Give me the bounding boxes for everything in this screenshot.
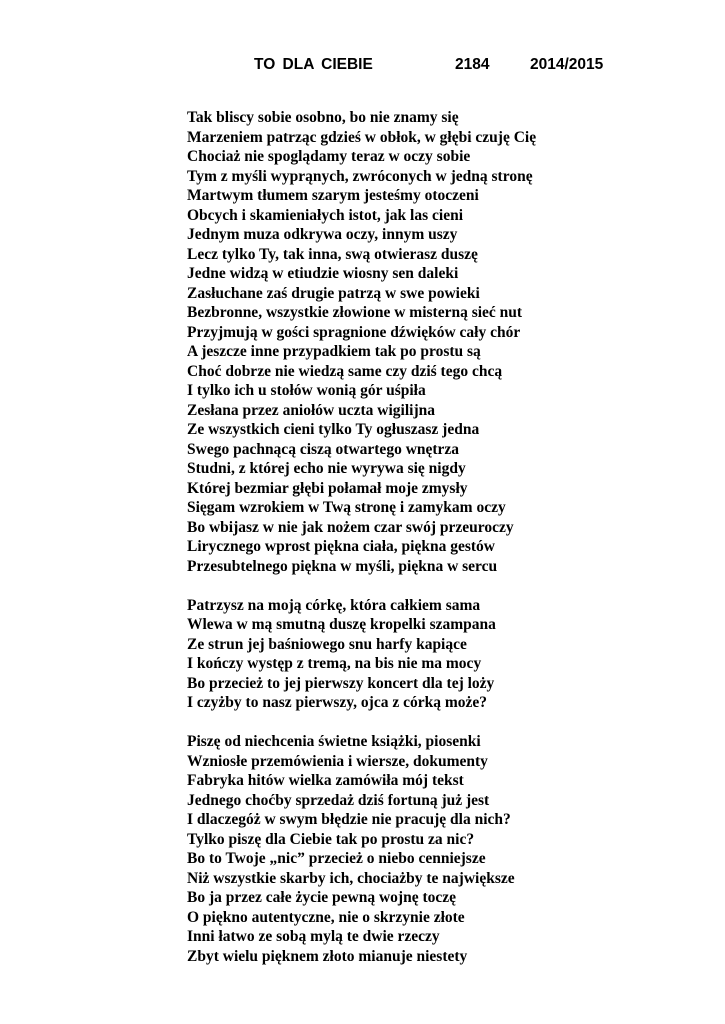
poem-body: [187, 108, 687, 966]
poem-line: Ze strun jej baśniowego snu harfy kapiące: [187, 635, 467, 653]
poem-line: Wlewa w mą smutną duszę kropelki szampana: [187, 616, 496, 633]
poem-line: Zbyt wielu pięknem złoto mianuje niestety: [187, 947, 468, 965]
poem-line: Tak bliscy sobie osobno, bo nie znamy się: [187, 109, 459, 126]
poem-line: Przyjmują w gości spragnione dźwięków cały chór: [187, 323, 521, 341]
poem-line: Której bezmiar głębi połamał moje zmysły: [187, 479, 468, 497]
poem-line: Tylko piszę dla Ciebie tak po prostu za nic?: [187, 830, 475, 848]
poem-line: Swego pachnącą ciszą otwartego wnętrza: [187, 440, 460, 458]
poem-line: Fabryka hitów wielka zamówiła mój tekst: [187, 772, 464, 789]
poem-line: I kończy występ z tremą, na bis nie ma mocy: [187, 655, 482, 672]
poem-line: Jednym muza odkrywa oczy, innym uszy: [187, 226, 458, 243]
poem-line: Patrzysz na moją córkę, która całkiem sama: [187, 596, 481, 614]
poem-line: Lecz tylko Ty, tak inna, swą otwierasz duszę: [187, 245, 478, 263]
stanza: [187, 596, 687, 713]
poem-line: Bo wbijasz w nie jak nożem czar swój przeuroczy: [187, 518, 514, 536]
poem-line: Bezbronne, wszystkie złowione w misterną sieć nut: [187, 304, 523, 321]
poem-line: Martwym tłumem szarym jesteśmy otoczeni: [187, 187, 479, 204]
poem-line: Wzniosłe przemówienia i wiersze, dokumenty: [187, 752, 488, 770]
poem-line: Jednego choćby sprzedaż dziś fortuną już jest: [187, 791, 490, 809]
poem-line: Jedne widzą w etiudzie wiosny sen daleki: [187, 265, 459, 282]
poem-line: I tylko ich u stołów wonią gór uśpiła: [187, 382, 426, 399]
stanza: [187, 732, 687, 966]
poem-line: Obcych i skamieniałych istot, jak las cieni: [187, 206, 463, 224]
poem-line: Choć dobrze nie wiedzą same czy dziś tego chcą: [187, 362, 503, 380]
poem-line: Sięgam wzrokiem w Twą stronę i zamykam oczy: [187, 499, 506, 516]
poem-line: A jeszcze inne przypadkiem tak po prostu są: [187, 343, 481, 360]
poem-line: Bo ja przez całe życie pewną wojnę toczę: [187, 889, 456, 906]
poem-line: Piszę od niechcenia świetne książki, piosenki: [187, 733, 481, 750]
poem-line: Tym z myśli wyprąnych, zwróconych w jedną stronę: [187, 167, 533, 185]
poem-number: 2184: [455, 56, 490, 73]
poem-line: Lirycznego wprost piękna ciała, piękna gestów: [187, 538, 495, 555]
poem-line: Bo przecież to jej pierwszy koncert dla tej loży: [187, 674, 495, 692]
poem-year: 2014/2015: [530, 56, 604, 73]
poem-line: Przesubtelnego piękna w myśli, piękna w sercu: [187, 557, 498, 575]
poem-line: O piękno autentyczne, nie o skrzynie złote: [187, 908, 465, 926]
poem-line: Zesłana przez aniołów uczta wigilijna: [187, 401, 435, 419]
poem-line: Niż wszystkie skarby ich, chociażby te największe: [187, 869, 515, 887]
poem-line: Ze wszystkich cieni tylko Ty ogłuszasz jedna: [187, 421, 480, 438]
poem-line: Marzeniem patrząc gdzieś w obłok, w głębi czuję Cię: [187, 128, 537, 146]
stanza: [187, 108, 687, 576]
poem-line: I dlaczegóż w swym błędzie nie pracuję dla nich?: [187, 811, 511, 828]
poem-line: I czyżby to nasz pierwszy, ojca z córką może?: [187, 694, 488, 711]
poem-line: Chociaż nie spoglądamy teraz w oczy sobie: [187, 148, 471, 165]
page-header: [0, 56, 725, 78]
poem-line: Studni, z której echo nie wyrywa się nigdy: [187, 460, 466, 477]
poem-line: Inni łatwo ze sobą mylą te dwie rzeczy: [187, 928, 440, 945]
poem-line: Bo to Twoje „nic” przecież o niebo cenniejsze: [187, 850, 486, 867]
poem-title: TO DLA CIEBIE: [254, 56, 373, 73]
poem-line: Zasłuchane zaś drugie patrzą w swe powieki: [187, 284, 480, 302]
